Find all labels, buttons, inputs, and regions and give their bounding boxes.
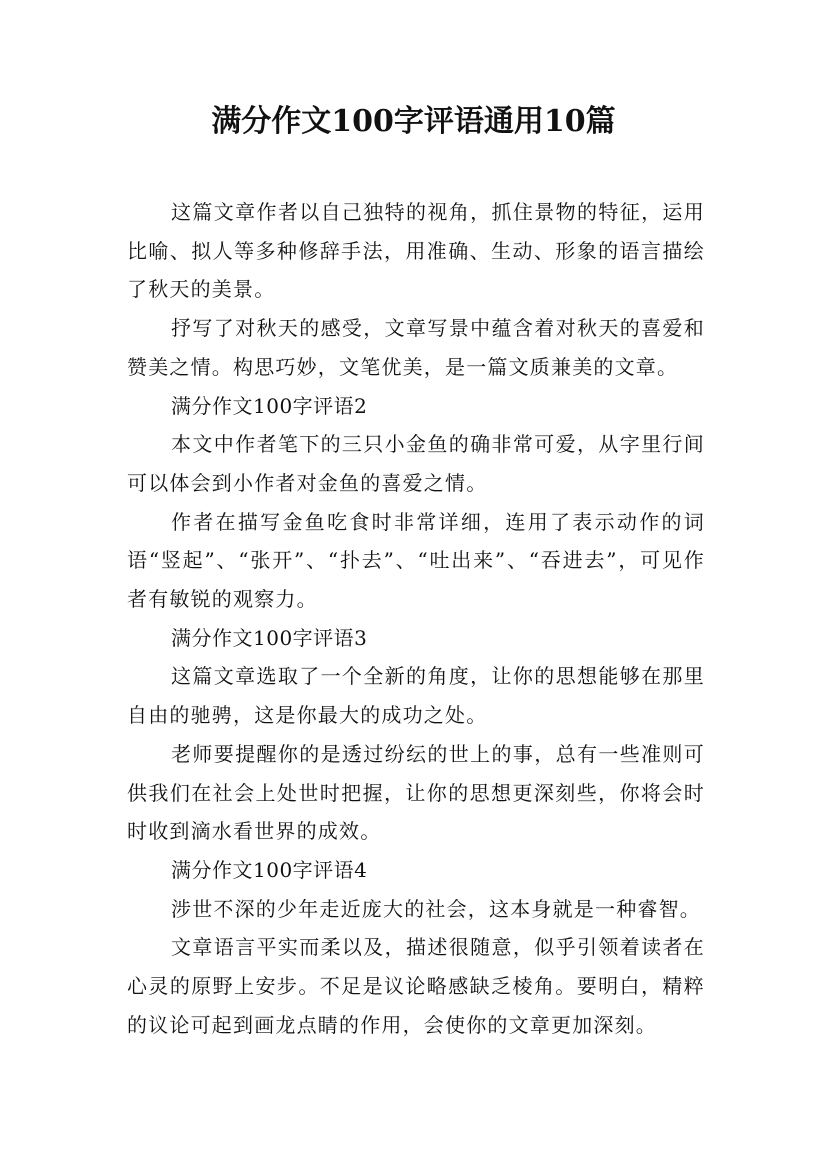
section-heading: 满分作文100字评语3 (171, 625, 368, 650)
document-body (127, 193, 705, 1044)
paragraph: 这篇文章作者以自己独特的视角，抓住景物的特征，运用比喻、拟人等多种修辞手法，用准确、生动、形象的语言描绘了秋天的美景。 (127, 200, 705, 302)
paragraph: 作者在描写金鱼吃食时非常详细，连用了表示动作的词语“竖起”、“张开”、“扑去”、“吐出来”、“吞进去”，可见作者有敏锐的观察力。 (127, 509, 705, 612)
paragraph: 文章语言平实而柔以及，描述很随意，似乎引领着读者在心灵的原野上安步。不足是议论略感缺乏棱角。要明白，精粹的议论可起到画龙点睛的作用，会使你的文章更加深刻。 (127, 935, 705, 1037)
paragraph: 抒写了对秋天的感受，文章写景中蕴含着对秋天的喜爱和赞美之情。构思巧妙，文笔优美，是一篇文质兼美的文章。 (127, 316, 705, 379)
paragraph: 老师要提醒你的是透过纷纭的世上的事，总有一些准则可供我们在社会上处世时把握，让你的思想更深刻些，你将会时时收到滴水看世界的成效。 (127, 741, 705, 844)
paragraph: 涉世不深的少年走近庞大的社会，这本身就是一种睿智。 (171, 896, 701, 921)
paragraph: 这篇文章选取了一个全新的角度，让你的思想能够在那里自由的驰骋，这是你最大的成功之处。 (127, 664, 705, 728)
paragraph: 本文中作者笔下的三只小金鱼的确非常可爱，从字里行间可以体会到小作者对金鱼的喜爱之情。 (127, 432, 705, 495)
section-heading: 满分作文100字评语4 (171, 857, 368, 882)
document-title: 满分作文100字评语通用10篇 (211, 104, 616, 139)
section-heading: 满分作文100字评语2 (171, 393, 368, 418)
